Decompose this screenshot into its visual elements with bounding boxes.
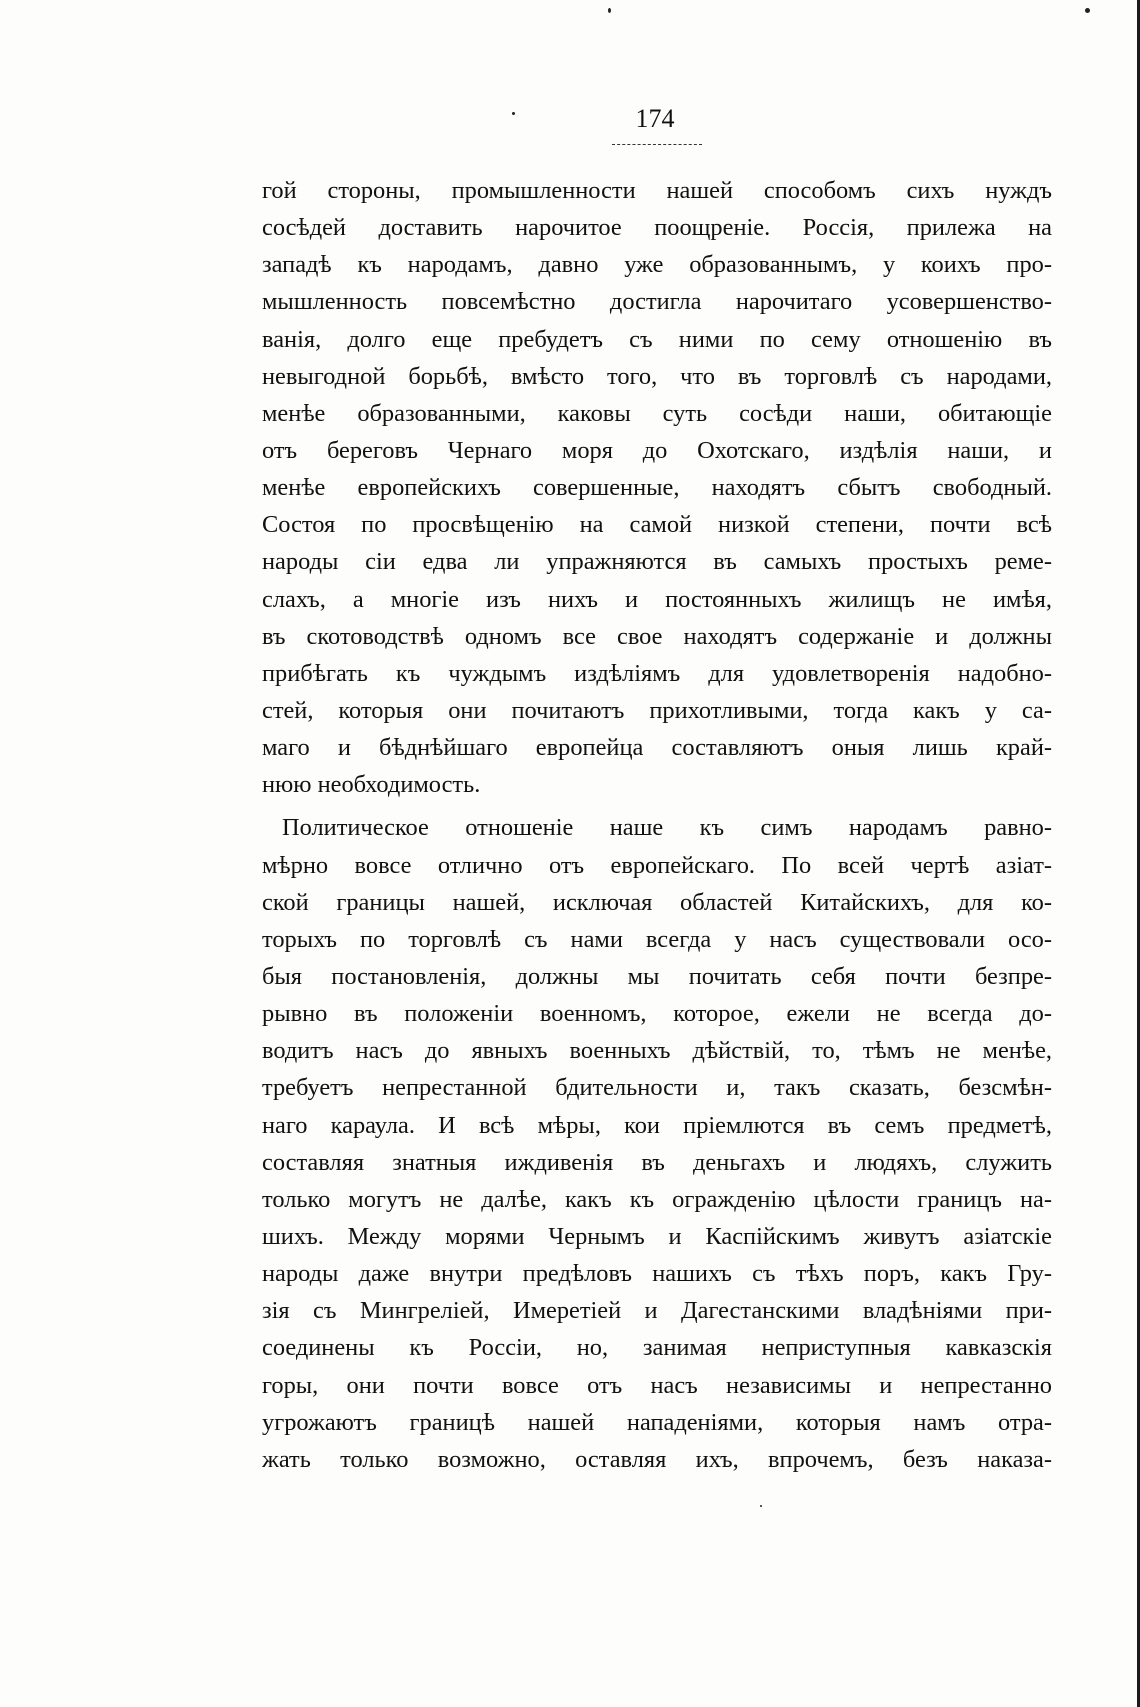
scan-speck <box>512 112 515 115</box>
text-line: составляя знатныя иждивенія въ деньгахъ и людяхъ, служить <box>262 1148 1052 1176</box>
text-line: отъ береговъ Чернаго моря до Охотскаго, издѣлія наши, и <box>262 436 1052 464</box>
text-line: мышленность повсемѣстно достигла нарочитаго усовершенство- <box>262 288 1052 316</box>
text-line: стей, которыя они почитаютъ прихотливыми, тогда какъ у са- <box>262 696 1052 724</box>
text-line: слахъ, а многіе изъ нихъ и постоянныхъ жилищъ не имѣя, <box>262 585 1052 613</box>
text-line: нюю необходимость. <box>262 771 481 799</box>
text-line: торыхъ по торговлѣ съ нами всегда у насъ существовали осо- <box>262 925 1052 953</box>
text-line: гой стороны, промышленности нашей способомъ сихъ нуждъ <box>262 177 1052 204</box>
body-text <box>262 172 1052 1478</box>
text-line: мѣрно вовсе отлично отъ европейскаго. По всей чертѣ азіат- <box>262 851 1052 879</box>
text-line: угрожаютъ границѣ нашей нападеніями, которыя намъ отра- <box>262 1408 1052 1436</box>
text-line: зія съ Мингреліей, Имеретіей и Дагестанскими владѣніями при- <box>262 1297 1052 1325</box>
text-line: Политическое отношеніе наше къ симъ народамъ равно- <box>282 814 1052 842</box>
text-line: только могутъ не далѣе, какъ къ огражденію цѣлости границъ на- <box>262 1185 1052 1213</box>
text-line: соединены къ Россіи, но, занимая неприступныя кавказскія <box>262 1334 1052 1362</box>
scan-speck <box>760 1505 762 1507</box>
text-line: водитъ насъ до явныхъ военныхъ дѣйствій, то, тѣмъ не менѣе, <box>262 1037 1052 1065</box>
text-line: маго и бѣднѣйшаго европейца составляютъ оныя лишь край- <box>262 734 1052 762</box>
text-line: невыгодной борьбѣ, вмѣсто того, что въ торговлѣ съ народами, <box>262 362 1052 390</box>
text-line: быя постановленія, должны мы почитать себя почти безпре- <box>262 962 1052 990</box>
text-line: рывно въ положеніи военномъ, которое, ежели не всегда до- <box>262 1000 1052 1028</box>
text-line: Состоя по просвѣщенію на самой низкой степени, почти всѣ <box>262 511 1052 539</box>
text-line: менѣе европейскихъ совершенные, находятъ сбытъ свободный. <box>262 474 1052 502</box>
text-line: наго караула. И всѣ мѣры, кои пріемлются въ семъ предметѣ, <box>262 1111 1052 1139</box>
page-number-rule <box>612 144 702 145</box>
text-line: сосѣдей доставить нарочитое поощреніе. Россія, прилежа на <box>262 214 1052 242</box>
text-line: западѣ къ народамъ, давно уже образованнымъ, у коихъ про- <box>262 251 1052 279</box>
text-line: шихъ. Между морями Чернымъ и Каспійскимъ живутъ азіатскіе <box>262 1222 1052 1250</box>
text-line: горы, они почти вовсе отъ насъ независимы и непрестанно <box>262 1371 1052 1399</box>
text-line: жать только возможно, оставляя ихъ, впрочемъ, безъ наказа- <box>262 1445 1052 1473</box>
paragraph-1 <box>262 172 1052 803</box>
text-line: менѣе образованными, каковы суть сосѣди наши, обитающіе <box>262 399 1052 427</box>
page-number: 174 <box>635 104 675 133</box>
text-line: прибѣгать къ чуждымъ издѣліямъ для удовлетворенія надобно- <box>262 659 1052 687</box>
paragraph-2 <box>262 809 1052 1478</box>
text-line: ской границы нашей, исключая областей Китайскихъ, для ко- <box>262 888 1052 916</box>
text-line: требуетъ непрестанной бдительности и, такъ сказать, безсмѣн- <box>262 1074 1052 1102</box>
scan-speck <box>608 8 611 13</box>
scan-speck <box>1085 8 1090 13</box>
text-line: ванія, долго еще пребудетъ съ ними по сему отношенію въ <box>262 325 1052 353</box>
text-line: народы сіи едва ли упражняются въ самыхъ простыхъ реме- <box>262 548 1052 576</box>
text-line: въ скотоводствѣ одномъ все свое находятъ содержаніе и должны <box>262 622 1052 650</box>
text-line: народы даже внутри предѣловъ нашихъ съ тѣхъ поръ, какъ Гру- <box>262 1260 1052 1288</box>
